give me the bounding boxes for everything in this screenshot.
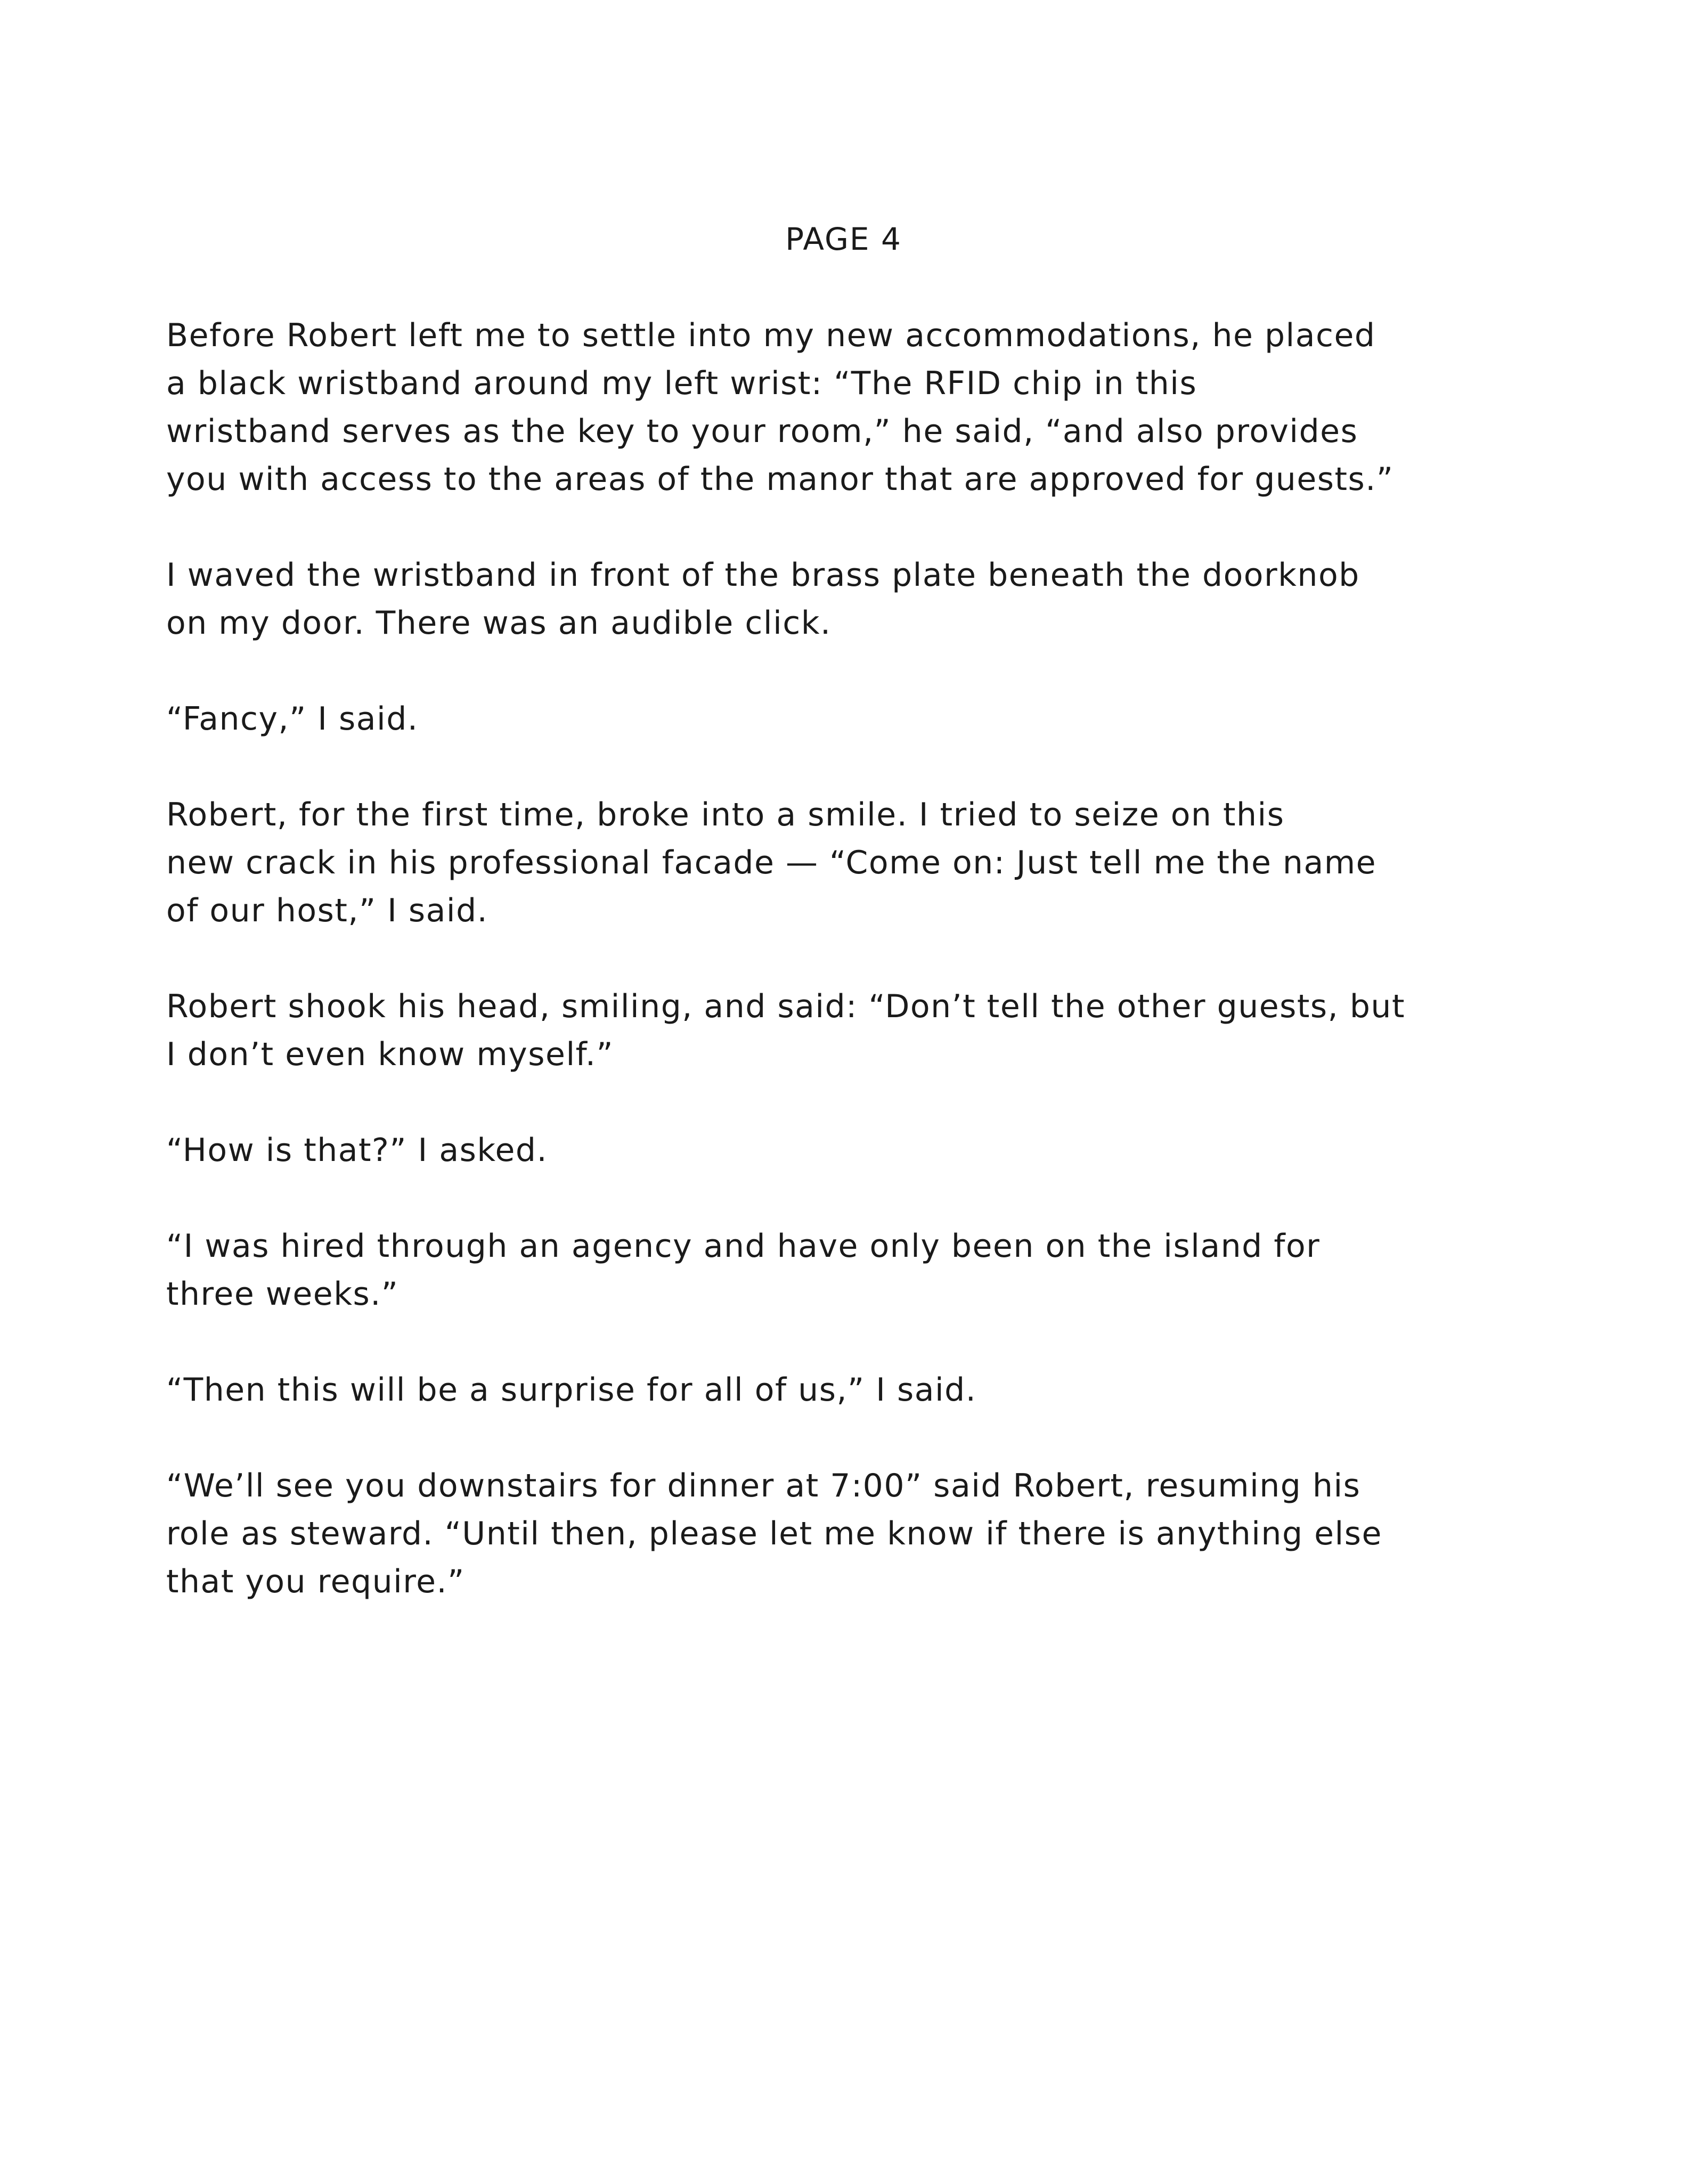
text-line: “We’ll see you downstairs for dinner at 7:00” said Robert, resuming his	[166, 1467, 1361, 1504]
paragraph	[166, 791, 1498, 935]
page-title: PAGE 4	[785, 221, 902, 257]
text-line: role as steward. “Until then, please let me know if there is anything else	[166, 1515, 1382, 1552]
paragraph	[166, 1222, 1498, 1318]
paragraph	[166, 1366, 1498, 1414]
text-line: Before Robert left me to settle into my new accommodations, he placed	[166, 317, 1376, 354]
text-line: you with access to the areas of the manor that are approved for guests.”	[166, 461, 1394, 498]
text-line: three weeks.”	[166, 1275, 399, 1313]
paragraph	[166, 312, 1498, 503]
text-line: Robert, for the first time, broke into a smile. I tried to seize on this	[166, 796, 1285, 833]
text-line: Robert shook his head, smiling, and said: “Don’t tell the other guests, but	[166, 988, 1405, 1025]
paragraph	[166, 983, 1498, 1078]
paragraph	[166, 1126, 1498, 1174]
text-line: I don’t even know myself.”	[166, 1036, 614, 1073]
paragraph	[166, 695, 1498, 743]
text-line: new crack in his professional facade — “Come on: Just tell me the name	[166, 844, 1377, 881]
paragraph	[166, 551, 1498, 647]
text-line: of our host,” I said.	[166, 892, 488, 929]
text-line: a black wristband around my left wrist: “The RFID chip in this	[166, 365, 1197, 402]
text-line: wristband serves as the key to your room,” he said, “and also provides	[166, 413, 1358, 450]
text-line: I waved the wristband in front of the brass plate beneath the doorknob	[166, 557, 1360, 594]
text-line: “Fancy,” I said.	[166, 700, 419, 738]
text-line: “Then this will be a surprise for all of us,” I said.	[166, 1371, 977, 1409]
text-line: “I was hired through an agency and have only been on the island for	[166, 1228, 1321, 1265]
text-line: that you require.”	[166, 1563, 465, 1600]
paragraph	[166, 1462, 1498, 1606]
text-line: on my door. There was an audible click.	[166, 604, 832, 642]
text-line: “How is that?” I asked.	[166, 1132, 548, 1169]
body-text	[166, 312, 1498, 1606]
